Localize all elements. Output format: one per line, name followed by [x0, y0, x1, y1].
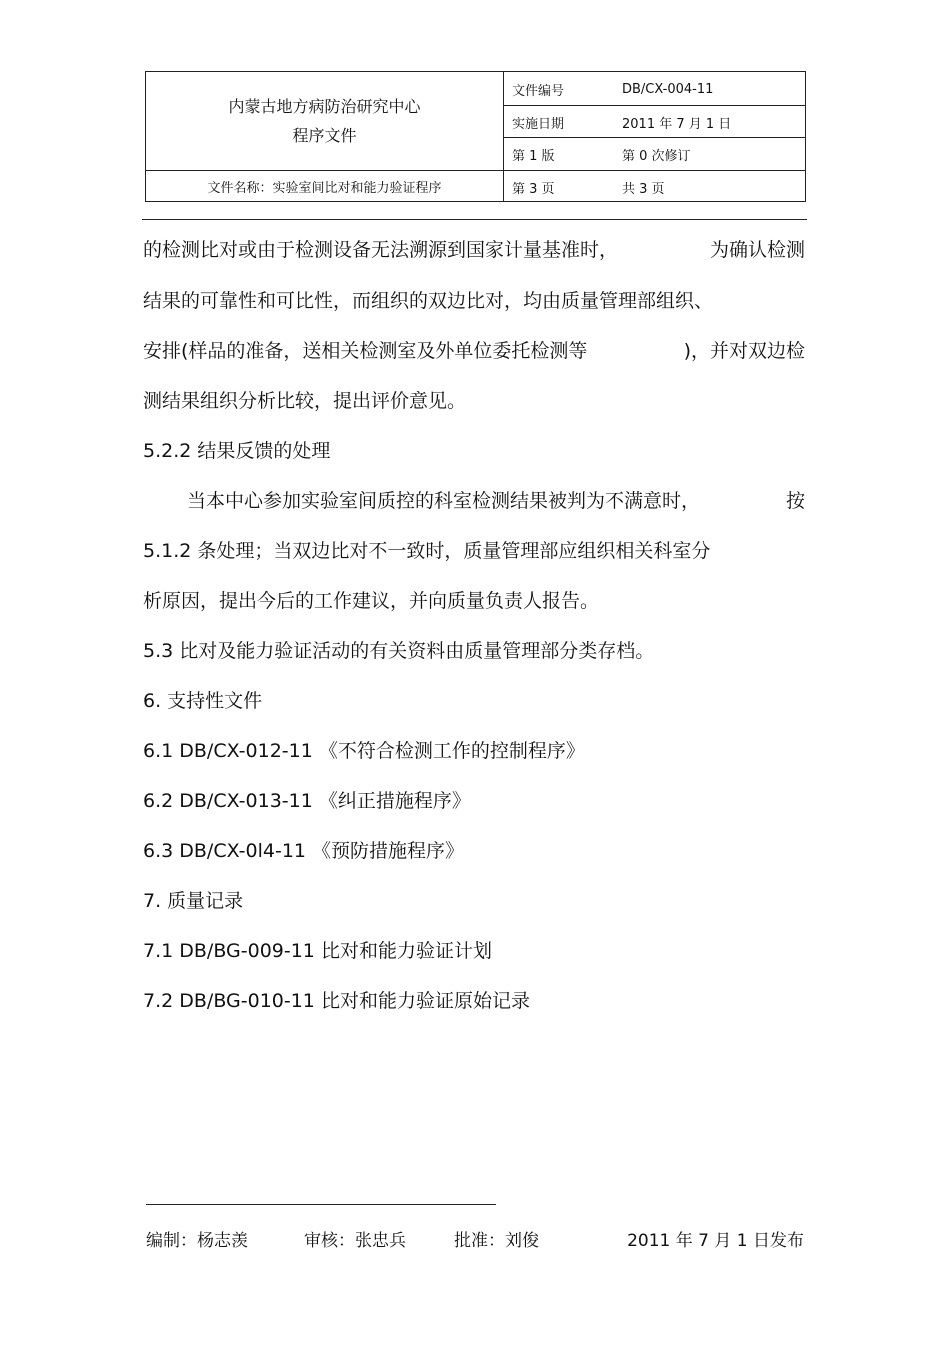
paragraph-line: [143, 336, 805, 363]
document-type: 程序文件: [292, 126, 357, 145]
file-name: 文件名称：实验室间比对和能力验证程序: [207, 181, 442, 196]
paragraph-line: 5.1.2 条处理；当双边比对不一致时，质量管理部应组织相关科室分: [143, 540, 711, 562]
paragraph-line: [143, 235, 805, 262]
header-rule: [142, 219, 807, 220]
file-number-value: DB/CX-004-11: [622, 81, 714, 97]
section-heading-5-2-2: 5.2.2 结果反馈的处理: [143, 440, 331, 462]
paragraph-line: 测结果组织分析比较，提出评价意见。: [143, 390, 467, 412]
record-7-1: 7.1 DB/BG-009-11 比对和能力验证计划: [143, 940, 492, 962]
reference-6-3: 6.3 DB/CX-0l4-11 《预防措施程序》: [143, 840, 465, 862]
revision-value: 第 0 次修订: [622, 148, 691, 164]
effective-date-value: 2011 年 7 月 1 日: [622, 116, 732, 132]
text-segment: 为确认检测: [709, 239, 805, 261]
approved-by: 批准：刘俊: [454, 1231, 539, 1251]
file-number-label: 文件编号: [512, 83, 565, 99]
reviewed-by: 审核：张忠兵: [304, 1231, 406, 1251]
compiled-by: 编制：杨志羡: [146, 1231, 248, 1251]
effective-date-label: 实施日期: [512, 116, 565, 132]
reference-6-2: 6.2 DB/CX-013-11 《纠正措施程序》: [143, 790, 471, 812]
edition-label: 第 1 版: [512, 148, 555, 164]
signature-rule: [146, 1204, 496, 1205]
section-heading-7: 7. 质量记录: [143, 890, 244, 912]
page-total: 共 3 页: [622, 181, 665, 197]
paragraph-line: [187, 486, 805, 513]
organization-name: 内蒙古地方病防治研究中心: [228, 97, 421, 116]
section-5-3: 5.3 比对及能力验证活动的有关资料由质量管理部分类存档。: [143, 640, 655, 662]
reference-6-1: 6.1 DB/CX-012-11 《不符合检测工作的控制程序》: [143, 740, 585, 762]
paragraph-line: 结果的可靠性和可比性，而组织的双边比对，均由质量管理部组织、: [143, 290, 714, 312]
text-segment: )，并对双边检: [683, 340, 805, 362]
text-segment: 安排(样品的准备，送相关检测室及外单位委托检测等: [143, 340, 588, 362]
organization-block: [146, 72, 503, 170]
section-heading-6: 6. 支持性文件: [143, 690, 263, 712]
record-7-2: 7.2 DB/BG-010-11 比对和能力验证原始记录: [143, 990, 530, 1012]
page-number: 第 3 页: [512, 181, 555, 197]
signature-footer: [146, 1226, 804, 1250]
text-segment: 按: [785, 490, 805, 512]
issue-date: 2011 年 7 月 1 日发布: [627, 1231, 804, 1251]
text-segment: 的检测比对或由于检测设备无法溯源到国家计量基准时，: [143, 239, 619, 261]
text-segment: 当本中心参加实验室间质控的科室检测结果被判为不满意时，: [187, 490, 701, 512]
paragraph-line: 析原因，提出今后的工作建议，并向质量负责人报告。: [143, 590, 600, 612]
document-header-table: [145, 71, 806, 202]
